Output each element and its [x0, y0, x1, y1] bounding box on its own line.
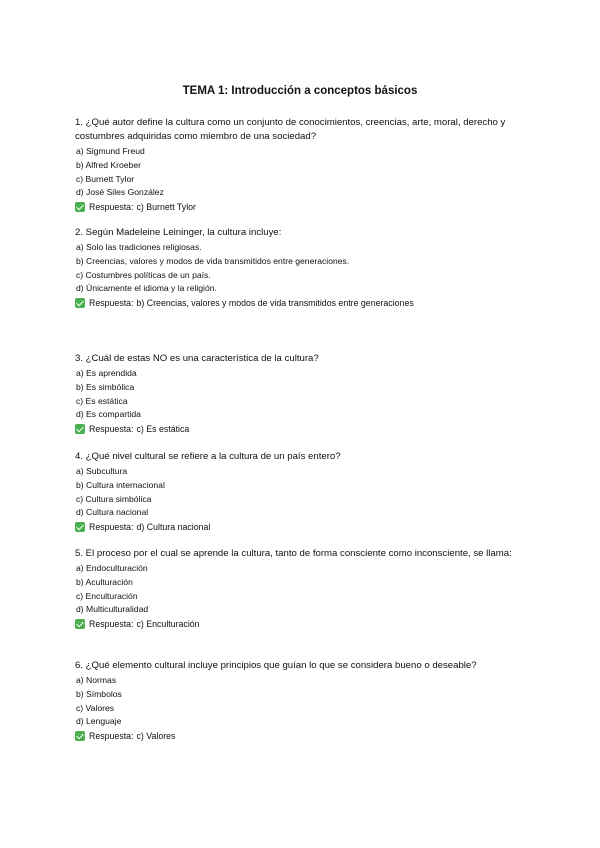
answer-line	[75, 617, 545, 631]
question-text: 3. ¿Cuál de estas NO es una característica de la cultura?	[75, 353, 319, 364]
option-a: a) Endoculturación	[76, 563, 148, 573]
option-d: d) Lenguaje	[76, 716, 122, 727]
question-text: 4. ¿Qué nivel cultural se refiere a la cultura de un país entero?	[75, 451, 341, 462]
option-d: d) Únicamente el idioma y la religión.	[76, 283, 217, 294]
question-text: 6. ¿Qué elemento cultural incluye principios que guían lo que se considera bueno o deseable?	[75, 660, 477, 671]
option-d: d) Es compartida	[76, 409, 141, 420]
check-mark-icon	[75, 298, 85, 308]
question-6	[75, 659, 545, 743]
option-d: d) Cultura nacional	[76, 507, 149, 518]
option-d: d) Multiculturalidad	[76, 604, 149, 615]
answer-value: c) Burnett Tylor	[136, 202, 196, 213]
option-d: d) José Siles González	[76, 187, 164, 198]
option-c: c) Valores	[76, 702, 115, 713]
option-c: c) Costumbres políticas de un país.	[76, 269, 211, 280]
question-3	[75, 352, 545, 436]
option-b: b) Es simbólica	[76, 381, 135, 392]
check-mark-icon	[75, 424, 85, 434]
question-text: 5. El proceso por el cual se aprende la cultura, tanto de forma consciente como inconsciente, se llama:	[75, 548, 512, 559]
option-list	[75, 562, 545, 617]
option-c: c) Burnett Tylor	[76, 173, 135, 184]
answer-label: Respuesta:	[89, 522, 134, 533]
answer-label: Respuesta:	[89, 424, 134, 435]
question-2	[75, 226, 545, 310]
answer-value: c) Es estática	[136, 424, 190, 435]
option-b: b) Creencias, valores y modos de vida transmitidos entre generaciones.	[76, 255, 350, 266]
option-list	[75, 145, 545, 200]
option-c: c) Enculturación	[76, 590, 138, 601]
answer-line	[75, 296, 545, 310]
question-1	[75, 116, 545, 214]
question-5	[75, 547, 545, 631]
option-list	[75, 367, 545, 422]
answer-line	[75, 520, 545, 534]
question-text: 2. Según Madeleine Leininger, la cultura incluye:	[75, 227, 282, 238]
option-list	[75, 465, 545, 520]
answer-line	[75, 729, 545, 743]
option-c: c) Es estática	[76, 395, 128, 406]
check-mark-icon	[75, 731, 85, 741]
document-title: TEMA 1: Introducción a conceptos básicos	[182, 85, 418, 97]
answer-line	[75, 200, 545, 214]
question-text: 1. ¿Qué autor define la cultura como un conjunto de conocimientos, creencias, arte, moral, derecho y costumbres adquiridas como miembro de una sociedad?	[75, 117, 506, 142]
check-mark-icon	[75, 202, 85, 212]
option-b: b) Símbolos	[76, 688, 122, 699]
answer-label: Respuesta:	[89, 619, 134, 630]
option-a: a) Subcultura	[76, 466, 128, 476]
option-a: a) Solo las tradiciones religiosas.	[76, 242, 202, 252]
check-mark-icon	[75, 522, 85, 532]
option-a: a) Es aprendida	[76, 368, 137, 378]
answer-label: Respuesta:	[89, 731, 134, 742]
option-c: c) Cultura simbólica	[76, 493, 152, 504]
question-4	[75, 450, 545, 534]
option-list	[75, 674, 545, 729]
answer-label: Respuesta:	[89, 298, 134, 309]
answer-value: c) Enculturación	[136, 619, 200, 630]
option-a: a) Sigmund Freud	[76, 146, 145, 156]
answer-value: c) Valores	[136, 731, 176, 742]
answer-label: Respuesta:	[89, 202, 134, 213]
check-mark-icon	[75, 619, 85, 629]
answer-value: b) Creencias, valores y modos de vida transmitidos entre generaciones	[136, 298, 414, 309]
answer-line	[75, 422, 545, 436]
option-a: a) Normas	[76, 675, 117, 685]
option-b: b) Alfred Kroeber	[76, 159, 141, 170]
option-b: b) Aculturación	[76, 576, 133, 587]
option-list	[75, 241, 545, 296]
answer-value: d) Cultura nacional	[136, 522, 211, 533]
option-b: b) Cultura internacional	[76, 479, 165, 490]
